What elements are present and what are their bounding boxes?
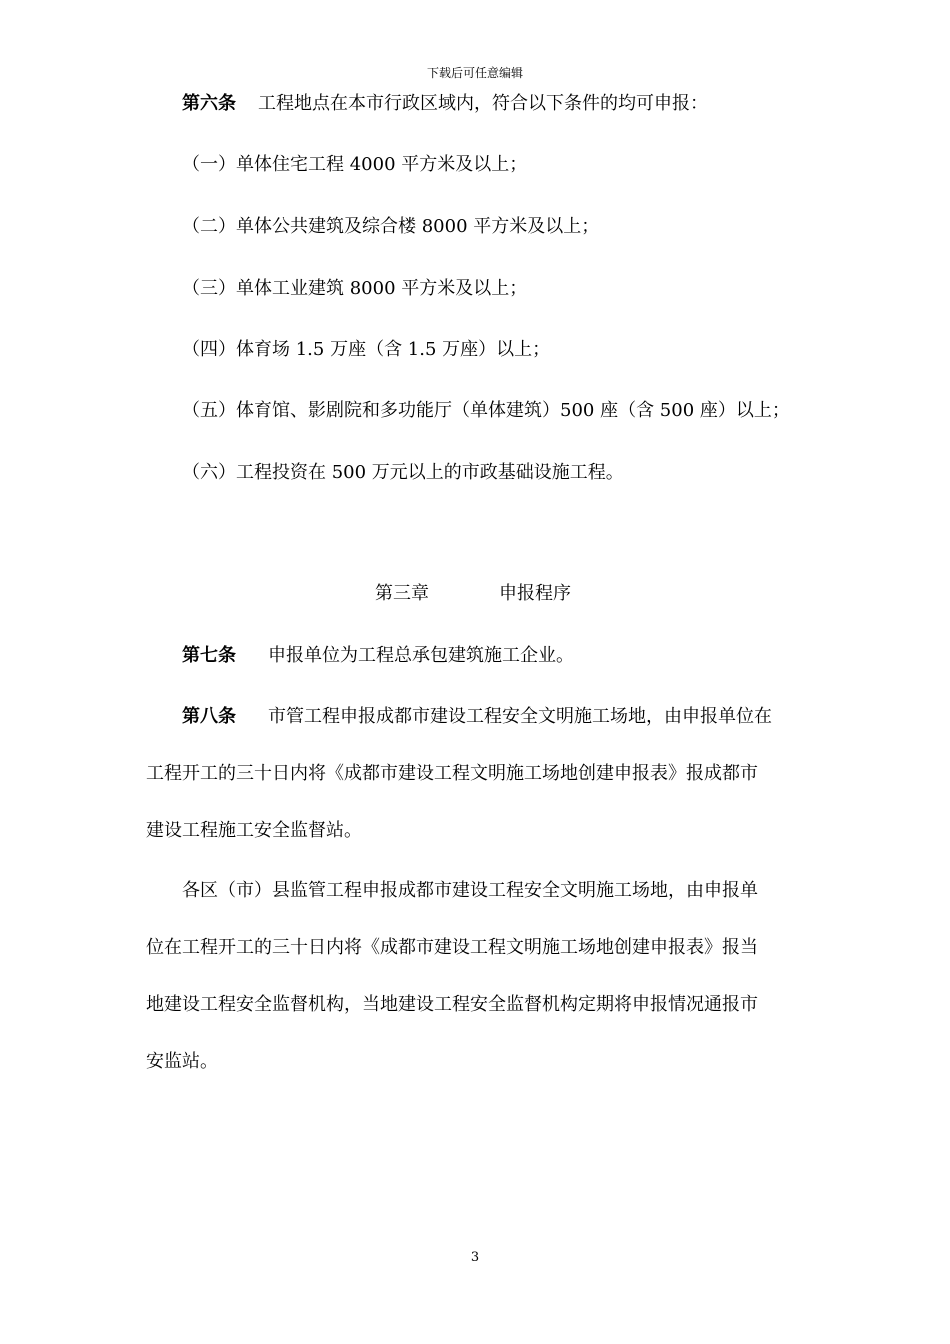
article-6-item: （二）单体公共建筑及综合楼 8000 平方米及以上；: [182, 216, 600, 237]
article-8-label: 第八条: [182, 706, 236, 727]
chapter-title: 申报程序: [499, 583, 571, 604]
chapter-heading: [375, 582, 571, 606]
header-note: 下载后可任意编辑: [426, 66, 523, 80]
article-7-label: 第七条: [182, 645, 236, 666]
article-8-para2-line: 位在工程开工的三十日内将《成都市建设工程文明施工场地创建申报表》报当: [146, 937, 758, 958]
article-8-text: 市管工程申报成都市建设工程安全文明施工场地，由申报单位在: [268, 706, 772, 727]
article-6-item: （五）体育馆、影剧院和多功能厅（单体建筑）500 座（含 500 座）以上；: [182, 400, 790, 421]
article-6-item: （六）工程投资在 500 万元以上的市政基础设施工程。: [182, 462, 624, 483]
page-number: 3: [470, 1250, 480, 1265]
article-7-text: 申报单位为工程总承包建筑施工企业。: [268, 645, 574, 666]
article-6-text: 工程地点在本市行政区域内，符合以下条件的均可申报：: [258, 93, 708, 114]
article-6-label: 第六条: [182, 93, 236, 114]
article-6-item: （一）单体住宅工程 4000 平方米及以上；: [182, 154, 528, 175]
article-8-line: [182, 705, 772, 729]
article-6-item: （四）体育场 1.5 万座（含 1.5 万座）以上；: [182, 339, 551, 360]
article-8-line: 建设工程施工安全监督站。: [146, 820, 362, 841]
article-6-heading: [182, 92, 708, 116]
article-6-item: （三）单体工业建筑 8000 平方米及以上；: [182, 278, 528, 299]
article-8-para2-line: 各区（市）县监管工程申报成都市建设工程安全文明施工场地，由申报单: [182, 880, 758, 901]
article-8-para2-line: 地建设工程安全监督机构，当地建设工程安全监督机构定期将申报情况通报市: [146, 994, 758, 1015]
article-7: [182, 644, 574, 668]
article-8-para2-line: 安监站。: [146, 1051, 218, 1072]
article-8-line: 工程开工的三十日内将《成都市建设工程文明施工场地创建申报表》报成都市: [146, 763, 758, 784]
chapter-number: 第三章: [375, 583, 429, 604]
